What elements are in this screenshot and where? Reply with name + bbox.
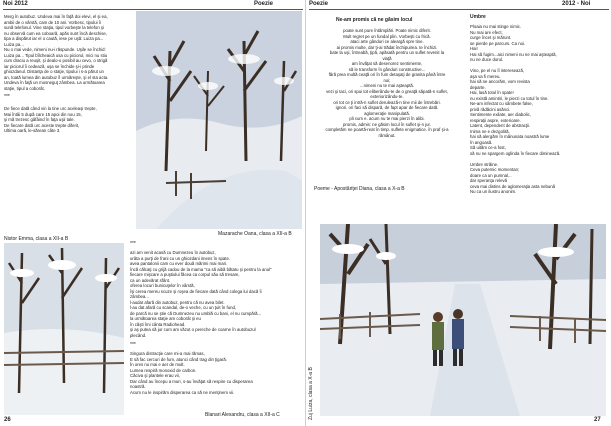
text-line: dar speranţa relevă (470, 178, 508, 183)
text-line: ambii de o vârstă, cam de 10 ani. Vorbesc, tipului îi (4, 19, 101, 25)
text-line: pli cum e. acum nu te mai pierzi în alibi. (349, 116, 425, 121)
text-line: vezi şi taci, ori spui tot eliberându-te de o greaţă săpată-n suflet, (326, 88, 448, 94)
text-line: De fiecare dată urc aceste trepte diferit, (4, 122, 80, 128)
text-line: hai să alergăm în mânunata noastră lume (470, 134, 550, 139)
left-header-rule (3, 9, 303, 10)
text-line: departe. (470, 84, 486, 90)
text-line: se pierde pe parcurs. Ca noi. (470, 40, 526, 46)
text-line: Nu o mai vede, nimeni nu-i răspunde. Uşile se închid: (4, 47, 106, 52)
text-line: Merg în autobuz. Undeva mai în faţă doi elevi, el şi ea, (4, 14, 108, 19)
text-line: să le transform în gânduri constructive... (348, 66, 426, 72)
text-line: cum draciu a reuşit, şi dealo-o posibil au cevo, o strigă (4, 58, 108, 63)
text-line: la următoarea staţie am coborât şi eu (130, 316, 201, 321)
text-line: Hai, lasă totul în spate! (470, 90, 514, 95)
snowy-forest-painting (4, 243, 124, 415)
text-line: ori tot ce ţi intră-n suflet derulează-n tine mii de întrebări. (333, 99, 441, 105)
text-line: exteriorizându-te. (370, 94, 404, 99)
text-line: rămânut. (378, 132, 396, 138)
text-line: noi; (383, 77, 391, 83)
poem-promise (306, 28, 468, 138)
text-line: în angoasă. (470, 139, 493, 145)
text-line: zâmbea... (130, 294, 149, 299)
text-line: şi aş putea să jur cum am văzut o pereche de coarne în autobuzul (130, 327, 256, 332)
intro-story (4, 14, 132, 91)
text-line: Inima ne e dezgolită, (470, 128, 510, 134)
text-line: Lumea respiră monoxid de carbon. (130, 367, 197, 373)
text-line: Vino, pe el nu îl interesează, (470, 68, 525, 73)
text-line: nu există amintiri, le pierzi cu totul în tine. (470, 95, 549, 101)
text-line: ceva mai distins de aglomeraţia asta nebună (470, 183, 556, 189)
text-line: încă călcaţi cu grijă cadou de la mama "ca să aibă bătatu şi pentru la anul" (130, 266, 272, 272)
text-line: staţie, tipul a coborât. (4, 85, 45, 91)
text-line: ...nimeni nu te mai aşteaptă. (360, 83, 414, 88)
text-line: fără prea multă ceaţă ori în fum detaşaţi de granita până între (328, 72, 446, 77)
caption-mazarache: Mazarache Oana, clasa a XII-a B (218, 231, 292, 237)
stars-separator: *** (130, 241, 136, 247)
caption-zuj: Zuj Luiza, clasa a X-a B (308, 367, 314, 420)
text-line: iar piciorul îi cedează, uşa se închide şi-i prinde (4, 63, 95, 69)
text-line: doare ca un pumnal... (470, 172, 512, 178)
text-line: Hai! (470, 46, 478, 51)
caption-blanari: Blanari Alexandru, clasa a XII-a C (205, 412, 280, 418)
text-line: de parcă nu se ştie că Dumnezeu nu umblă cu bani, el nu cumpără... (130, 310, 262, 316)
snowy-path-painting (320, 224, 606, 416)
left-header-title: Noi 2012 (3, 1, 28, 7)
text-line: Singura distracţie care mi-a mai rămas, (130, 351, 205, 356)
text-line: am învăţat să desenorez sentimente, (351, 61, 423, 66)
text-line: Umbre străine. (470, 161, 499, 167)
text-line: Ultima oară, le-sărean câte 3. (4, 128, 61, 133)
poem-smoke-rings (130, 351, 302, 395)
text-line: ai promis multe, dar ţi-ai trădat închipuirea. te închizi. (336, 44, 438, 50)
text-line: poate sunt pure întâmplări. Poate nimic diferit. (343, 28, 431, 33)
left-page (0, 0, 305, 426)
text-line: ghiozdanul. Distanţa de o staţie, tipului i s-a părut un (4, 69, 104, 74)
caption-nistor: Nistor Emma, clasa a XII-a B (4, 236, 69, 242)
stars-separator: *** (130, 342, 136, 348)
text-line: În ores nu mai e aer de mult. (130, 362, 185, 367)
text-line: urâta a purţi de frani cu un ghiozdani imens în spate. (130, 255, 231, 261)
winter-park-painting (136, 11, 302, 229)
text-line: şi mă trezesc gâfâind în faţa uşii tale. (4, 117, 75, 122)
text-line: aglomeraţie manipulată. (364, 110, 410, 116)
text-line: Luiza pa... Tipul bîlcheaică usa cu piciorul, mici nu stiu (4, 52, 108, 58)
text-line: avea pantalonii cam cu ever două mărimi mai mari. (130, 261, 228, 266)
text-line: Dar când au începu a muri, s-au învăţat să respire cu disperarea (130, 378, 253, 384)
text-line: oferea locuri bunicuţelor în vârstă, (130, 283, 195, 288)
text-line: viaţă (382, 55, 392, 61)
text-line: E să fac cercuri de fum, atunci când trag din ţigară. (130, 356, 227, 362)
text-line: privă rădăcini asănci. (470, 106, 511, 112)
text-line: De fiece dată când vin la tine urc aceleaşi trepte, (4, 106, 97, 111)
text-line: Mult regret pe un fundal plin. Vorbeşti cu frică. (343, 33, 431, 39)
text-line: curge încet şi mărunt. (470, 35, 512, 40)
text-line: Nu mai are efect, (470, 29, 503, 35)
poem-umbre (470, 24, 608, 195)
text-line: Sentimente exilate, aer diabolic, (470, 112, 531, 117)
text-line: Nu ca un ilustru anonim. (470, 189, 517, 194)
poem-steps (4, 106, 132, 134)
right-header-section: Poezie (309, 1, 329, 7)
text-line: Ceva puternic momentan; (470, 167, 520, 172)
text-line: în căşti îmi cânta Radiohead. (130, 321, 186, 327)
text-line: Acum nu le inspirăm disperarea ca să ne menţinem vii. (130, 389, 235, 395)
text-line: fiecare mişcare a puştiului făcea ca corpul său să tresare, (130, 272, 240, 277)
text-line: completăm ne poartă-reat în timp. suflete enigmatice. în praf şi-a (325, 127, 449, 132)
right-header-title: 2012 - Noi (562, 1, 591, 7)
text-line: l-au dat afară cu scandal, de-o veche, cu un ţuit în fund, (130, 305, 237, 310)
text-line: Ne-am infectat cu sâmbete false, (470, 101, 533, 106)
right-header-rule (309, 9, 609, 10)
text-line: îşi cerea mereu scuze şi roşea de fiecare dată când colega lui dacă îi (130, 288, 262, 294)
poem-author: Poeme - Apostăriţei Diana, clasa a X-a B (314, 186, 405, 192)
text-line: ca un adevărat sfânt. (130, 277, 171, 283)
text-line: Undeva în faţă un mosneguţ zâmbea. La următoarea (4, 80, 105, 85)
text-line: tipa a dispărut iar el o caută, iese pe uşă: Luiza pa... (4, 36, 104, 41)
text-line: azi am venit acasă cu Dumnezeu în autobuz, (130, 250, 216, 255)
poem-title: Ne-am promis că ne găsim locul (336, 17, 413, 23)
text-line: nu observă cum ea coboară, apăs sunt încă deschise, (4, 30, 107, 36)
text-line: Căciva şi plantele erau vii, (130, 373, 180, 378)
page-number-left: 26 (4, 417, 11, 423)
text-line: hai să ne ancorăm, vom revista (470, 79, 530, 84)
left-header-section: Poezie (254, 1, 274, 7)
umbre-title: Umbre (470, 14, 486, 20)
text-line: ataci arte gânduri ce aleargă spre tine. (350, 39, 424, 44)
text-line: aşa va fi mereu. (470, 73, 501, 79)
text-line: Să uităm ce-a fost, (470, 145, 506, 150)
text-line: nu ne duce dorul. (470, 57, 504, 62)
text-line: Latent, dependent de abstracţii. (470, 123, 531, 128)
text-line: promis, admis: ne găsim locul în suflet şi-n jur. (343, 121, 431, 127)
text-line: bate la uşi, întreabă, ţipă, apăsată pentru un suflet revenit la (329, 50, 445, 55)
text-line: Luiza pa... (4, 41, 24, 47)
poem-god-in-bus (130, 250, 302, 338)
text-line: Ploaia nu mai stinge nimic. (470, 24, 522, 29)
page-number-right: 27 (594, 417, 601, 423)
text-line: plecând. (130, 332, 147, 338)
text-line: ignori. ori faci să dispară, de fapt apar de fiecare dată. (335, 105, 439, 110)
stars-separator: *** (4, 94, 10, 100)
text-line: l-audat afară din autobuz, pentru că nu avea bilet. (130, 299, 225, 305)
text-line: sună telefonul. Vine staţia, tipul vorbeşte la telefon şi (4, 25, 105, 30)
text-line: Mai întâi 5 după care 15 apoi din nou 15, (4, 111, 82, 117)
text-line: să nu ne spargem oglinda în fiecare diminează. (470, 150, 561, 156)
text-line: Hai să fugim...aici nimeni nu ne mai aşteaptă, (470, 51, 557, 57)
text-line: an, toată lumea din autobuz îl urmăreşte, şi el sta acta. (4, 74, 109, 80)
text-line: noastră. (130, 384, 146, 389)
right-page (306, 0, 611, 426)
text-line: respiraţii aspre, exterioare. (470, 117, 521, 123)
